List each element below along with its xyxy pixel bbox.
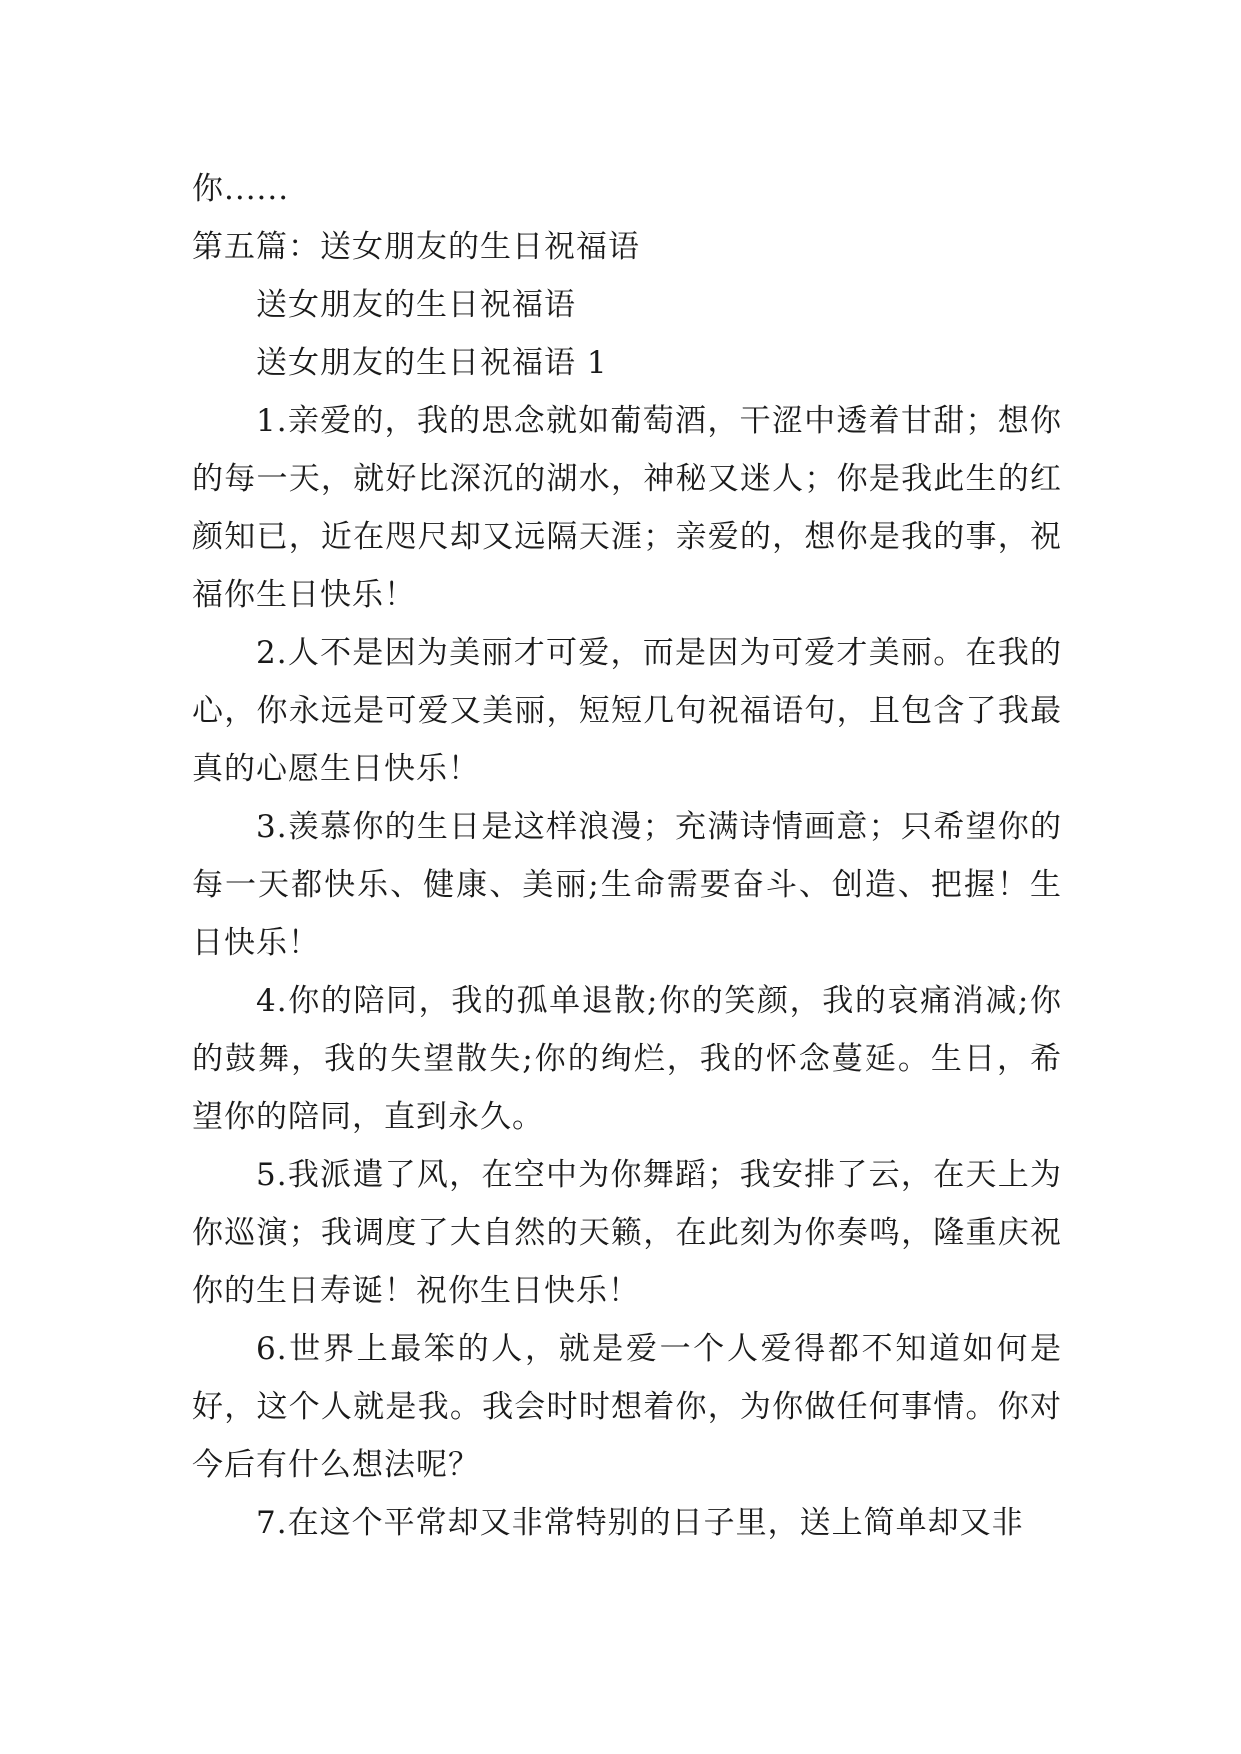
wish-paragraph-2: 2.人不是因为美丽才可爱，而是因为可爱才美丽。在我的心，你永远是可爱又美丽，短短几句祝福语句，且包含了我最真的心愿生日快乐！ bbox=[192, 635, 1062, 787]
document-title: 送女朋友的生日祝福语 bbox=[256, 287, 576, 323]
document-page bbox=[192, 160, 1062, 1552]
wish-paragraph-6: 6.世界上最笨的人，就是爱一个人爱得都不知道如何是好，这个人就是我。我会时时想着你，为你做任何事情。你对今后有什么想法呢？ bbox=[192, 1331, 1062, 1483]
wish-paragraph-4: 4.你的陪同，我的孤单退散;你的笑颜，我的哀痛消减;你的鼓舞，我的失望散失;你的绚烂，我的怀念蔓延。生日，希望你的陪同，直到永久。 bbox=[192, 983, 1062, 1135]
wish-paragraph-1: 1.亲爱的，我的思念就如葡萄酒，干涩中透着甘甜；想你的每一天，就好比深沉的湖水，神秘又迷人；你是我此生的红颜知已，近在咫尺却又远隔天涯；亲爱的，想你是我的事，祝福你生日快乐！ bbox=[192, 403, 1062, 613]
document-subtitle: 送女朋友的生日祝福语 1 bbox=[256, 345, 608, 381]
wish-paragraph-3: 3.羡慕你的生日是这样浪漫；充满诗情画意；只希望你的每一天都快乐、健康、美丽;生命需要奋斗、创造、把握！生日快乐！ bbox=[192, 809, 1062, 961]
wish-paragraph-7: 7.在这个平常却又非常特别的日子里，送上简单却又非 bbox=[256, 1505, 1024, 1541]
continuation-text: 你...... bbox=[192, 171, 290, 207]
section-heading: 第五篇：送女朋友的生日祝福语 bbox=[192, 229, 640, 265]
wish-paragraph-5: 5.我派遣了风，在空中为你舞蹈；我安排了云，在天上为你巡演；我调度了大自然的天籁，在此刻为你奏鸣，隆重庆祝你的生日寿诞！祝你生日快乐！ bbox=[192, 1157, 1062, 1309]
